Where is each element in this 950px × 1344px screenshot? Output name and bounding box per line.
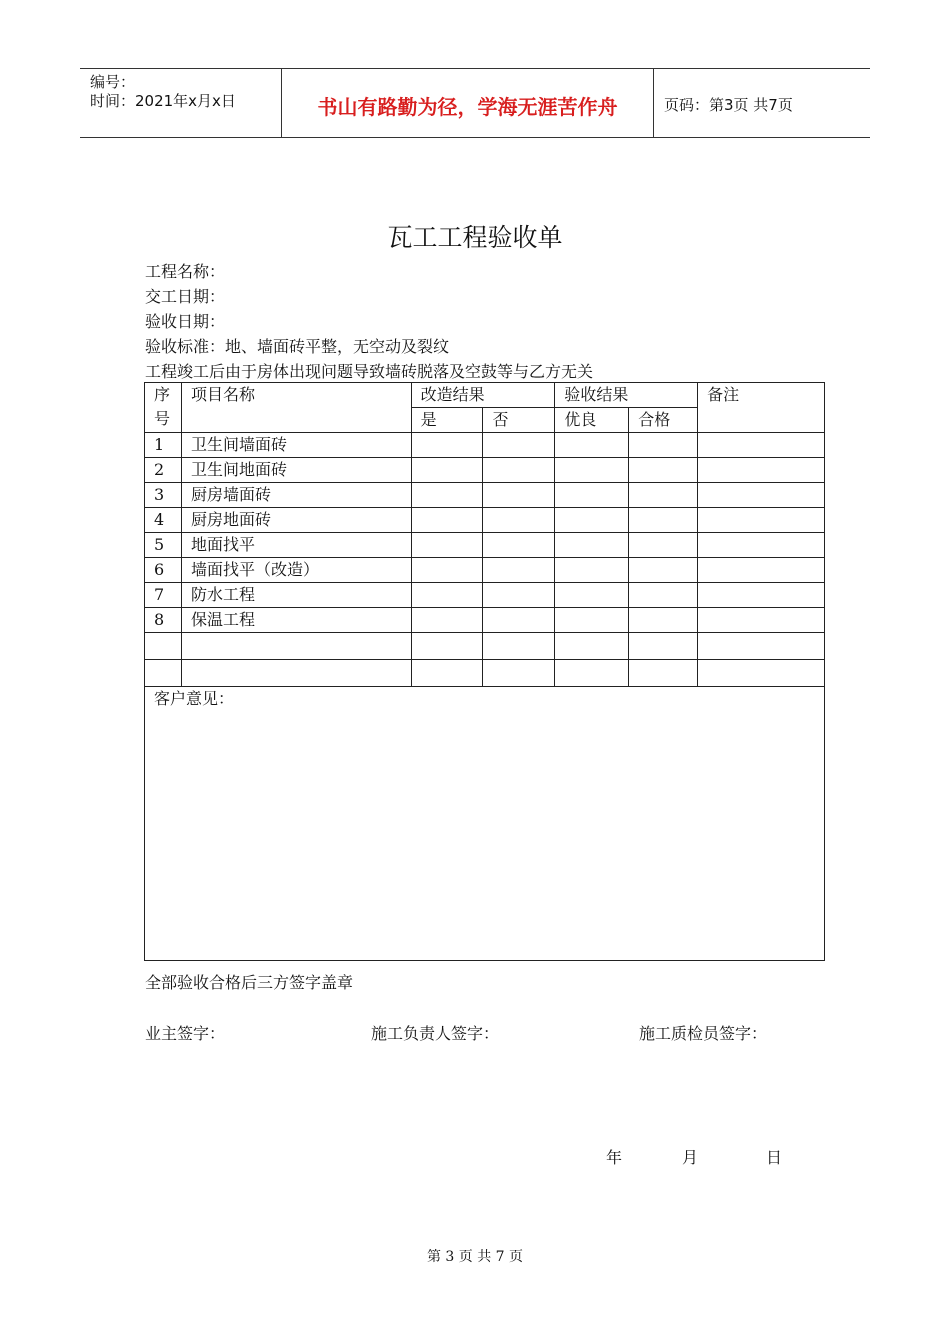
table-row [145, 558, 825, 583]
row-qualified[interactable] [629, 633, 698, 660]
row-excellent[interactable] [555, 458, 629, 483]
row-item-name [181, 660, 411, 687]
project-info [145, 259, 593, 384]
row-item-name: 厨房地面砖 [181, 508, 411, 533]
customer-opinion-cell[interactable]: 客户意见： [145, 687, 825, 961]
row-item-name: 厨房墙面砖 [181, 483, 411, 508]
row-seq: 3 [145, 483, 182, 508]
row-excellent[interactable] [555, 558, 629, 583]
row-remarks[interactable] [698, 583, 825, 608]
info-acceptance-date: 验收日期： [145, 312, 226, 331]
row-rework-no[interactable] [483, 633, 555, 660]
row-rework-yes[interactable] [411, 633, 483, 660]
row-seq: 4 [145, 508, 182, 533]
row-qualified[interactable] [629, 483, 698, 508]
row-excellent[interactable] [555, 583, 629, 608]
row-rework-no[interactable] [483, 533, 555, 558]
row-seq: 2 [145, 458, 182, 483]
inspector-signature-label: 施工质检员签字： [639, 1024, 768, 1043]
row-rework-yes[interactable] [411, 508, 483, 533]
header-inspection-result: 验收结果 [555, 383, 698, 408]
row-item-name: 卫生间墙面砖 [181, 433, 411, 458]
header-rework-yes: 是 [411, 408, 483, 433]
row-excellent[interactable] [555, 533, 629, 558]
row-excellent[interactable] [555, 508, 629, 533]
info-handover-date: 交工日期： [145, 287, 226, 306]
row-item-name: 地面找平 [181, 533, 411, 558]
row-seq: 1 [145, 433, 182, 458]
page-header [80, 68, 870, 138]
row-remarks[interactable] [698, 433, 825, 458]
header-slogan: 书山有路勤为径，学海无涯苦作舟 [282, 69, 654, 137]
row-item-name: 卫生间地面砖 [181, 458, 411, 483]
signature-note: 全部验收合格后三方签字盖章 [145, 973, 354, 992]
table-row [145, 458, 825, 483]
table-row [145, 660, 825, 687]
row-qualified[interactable] [629, 558, 698, 583]
table-row [145, 533, 825, 558]
row-rework-no[interactable] [483, 483, 555, 508]
row-qualified[interactable] [629, 433, 698, 458]
header-rework-result: 改造结果 [411, 383, 555, 408]
table-row [145, 433, 825, 458]
row-excellent[interactable] [555, 608, 629, 633]
table-body [145, 433, 825, 687]
row-remarks[interactable] [698, 533, 825, 558]
row-remarks[interactable] [698, 483, 825, 508]
row-qualified[interactable] [629, 508, 698, 533]
row-remarks[interactable] [698, 508, 825, 533]
owner-signature-label: 业主签字： [145, 1024, 226, 1043]
row-rework-yes[interactable] [411, 458, 483, 483]
table-row [145, 483, 825, 508]
manager-signature-label: 施工负责人签字： [371, 1024, 500, 1043]
page-footer: 第 3 页 共 7 页 [426, 1249, 524, 1265]
row-seq: 5 [145, 533, 182, 558]
row-seq: 7 [145, 583, 182, 608]
row-rework-no[interactable] [483, 608, 555, 633]
header-qualified: 合格 [629, 408, 698, 433]
row-rework-no[interactable] [483, 458, 555, 483]
row-remarks[interactable] [698, 608, 825, 633]
date-day-label: 日 [766, 1148, 783, 1167]
row-qualified[interactable] [629, 660, 698, 687]
table-header-row [145, 383, 825, 408]
row-remarks[interactable] [698, 458, 825, 483]
date-year-label: 年 [606, 1148, 623, 1167]
row-qualified[interactable] [629, 608, 698, 633]
table-row [145, 608, 825, 633]
header-page-label: 页码：第3页 共7页 [664, 95, 793, 114]
header-seq: 序号 [145, 383, 182, 433]
number-label: 编号： [90, 73, 136, 91]
row-rework-no[interactable] [483, 660, 555, 687]
row-rework-yes[interactable] [411, 660, 483, 687]
row-item-name [181, 633, 411, 660]
document-title: 瓦工工程验收单 [387, 223, 563, 252]
row-excellent[interactable] [555, 483, 629, 508]
row-rework-yes[interactable] [411, 533, 483, 558]
row-excellent[interactable] [555, 433, 629, 458]
row-item-name: 墙面找平（改造） [181, 558, 411, 583]
row-rework-yes[interactable] [411, 558, 483, 583]
header-rework-no: 否 [483, 408, 555, 433]
customer-opinion-row [145, 687, 825, 961]
table-row [145, 583, 825, 608]
row-item-name: 防水工程 [181, 583, 411, 608]
header-meta [80, 69, 282, 137]
row-rework-no[interactable] [483, 558, 555, 583]
row-seq [145, 660, 182, 687]
row-rework-no[interactable] [483, 433, 555, 458]
row-remarks[interactable] [698, 633, 825, 660]
header-remarks: 备注 [698, 383, 825, 433]
time-label: 时间：2021年x月x日 [90, 92, 236, 110]
row-item-name: 保温工程 [181, 608, 411, 633]
row-qualified[interactable] [629, 533, 698, 558]
row-seq: 8 [145, 608, 182, 633]
row-rework-no[interactable] [483, 583, 555, 608]
row-rework-yes[interactable] [411, 433, 483, 458]
table-row [145, 633, 825, 660]
row-remarks[interactable] [698, 660, 825, 687]
info-project-name: 工程名称： [145, 262, 226, 281]
row-remarks[interactable] [698, 558, 825, 583]
row-qualified[interactable] [629, 458, 698, 483]
header-excellent: 优良 [555, 408, 629, 433]
info-acceptance-standard: 验收标准：地、墙面砖平整，无空动及裂纹 [145, 337, 450, 356]
acceptance-table [144, 382, 825, 961]
header-item-name: 项目名称 [181, 383, 411, 433]
row-rework-yes[interactable] [411, 608, 483, 633]
row-rework-yes[interactable] [411, 483, 483, 508]
row-qualified[interactable] [629, 583, 698, 608]
row-excellent[interactable] [555, 633, 629, 660]
row-seq [145, 633, 182, 660]
date-month-label: 月 [682, 1148, 699, 1167]
row-excellent[interactable] [555, 660, 629, 687]
row-rework-yes[interactable] [411, 583, 483, 608]
table-row [145, 508, 825, 533]
info-disclaimer: 工程竣工后由于房体出现问题导致墙砖脱落及空鼓等与乙方无关 [145, 362, 594, 381]
row-seq: 6 [145, 558, 182, 583]
row-rework-no[interactable] [483, 508, 555, 533]
